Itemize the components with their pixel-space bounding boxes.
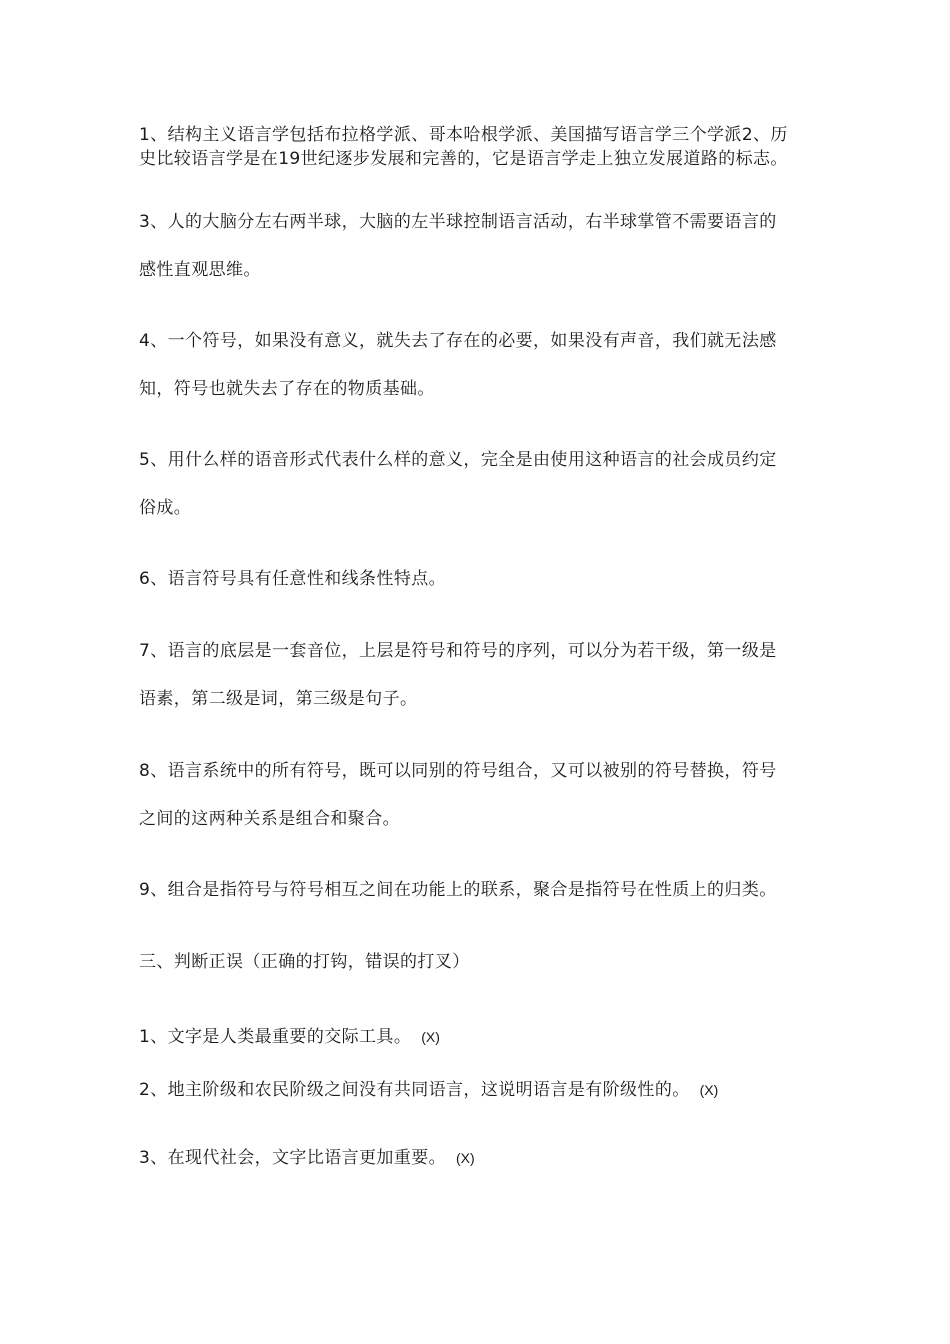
judgment-mark: (X)	[456, 1150, 475, 1166]
judgment-mark: (X)	[699, 1082, 719, 1098]
paragraph-1-line-1: 1、结构主义语言学包括布拉格学派、哥本哈根学派、美国描写语言学三个学派2、历	[139, 125, 788, 145]
paragraph-3-line-1: 4、一个符号，如果没有意义，就失去了存在的必要，如果没有声音，我们就无法感	[139, 331, 777, 351]
judgment-mark: (X)	[421, 1029, 440, 1045]
paragraph-8-line-1: 9、组合是指符号与符号相互之间在功能上的联系，聚合是指符号在性质上的归类。	[139, 880, 777, 900]
paragraph-4-line-1: 5、用什么样的语音形式代表什么样的意义，完全是由使用这种语言的社会成员约定	[139, 450, 777, 470]
paragraph-4-line-2: 俗成。	[139, 498, 192, 518]
paragraph-7-line-2: 之间的这两种关系是组合和聚合。	[139, 809, 400, 829]
paragraph-5-line-1: 6、语言符号具有任意性和线条性特点。	[139, 569, 447, 589]
paragraph-6-line-1: 7、语言的底层是一套音位，上层是符号和符号的序列，可以分为若干级，第一级是	[139, 641, 777, 661]
judgment-item-3	[139, 1147, 475, 1169]
paragraph-7-line-1: 8、语言系统中的所有符号，既可以同别的符号组合，又可以被别的符号替换，符号	[139, 761, 777, 781]
paragraph-3-line-2: 知，符号也就失去了存在的物质基础。	[139, 379, 435, 399]
paragraph-1-line-2: 史比较语言学是在19世纪逐步发展和完善的，它是语言学走上独立发展道路的标志。	[139, 149, 788, 169]
section-heading: 三、判断正误（正确的打钩，错误的打叉）	[139, 952, 470, 972]
paragraph-6-line-2: 语素，第二级是词，第三级是句子。	[139, 689, 418, 709]
judgment-text: 1、文字是人类最重要的交际工具。	[139, 1027, 412, 1047]
paragraph-2-line-1: 3、人的大脑分左右两半球，大脑的左半球控制语言活动，右半球掌管不需要语言的	[139, 212, 777, 232]
judgment-item-2	[139, 1079, 718, 1101]
judgment-text: 2、地主阶级和农民阶级之间没有共同语言，这说明语言是有阶级性的。	[139, 1080, 690, 1100]
judgment-item-1	[139, 1026, 440, 1048]
judgment-text: 3、在现代社会，文字比语言更加重要。	[139, 1148, 447, 1168]
paragraph-2-line-2: 感性直观思维。	[139, 260, 261, 280]
